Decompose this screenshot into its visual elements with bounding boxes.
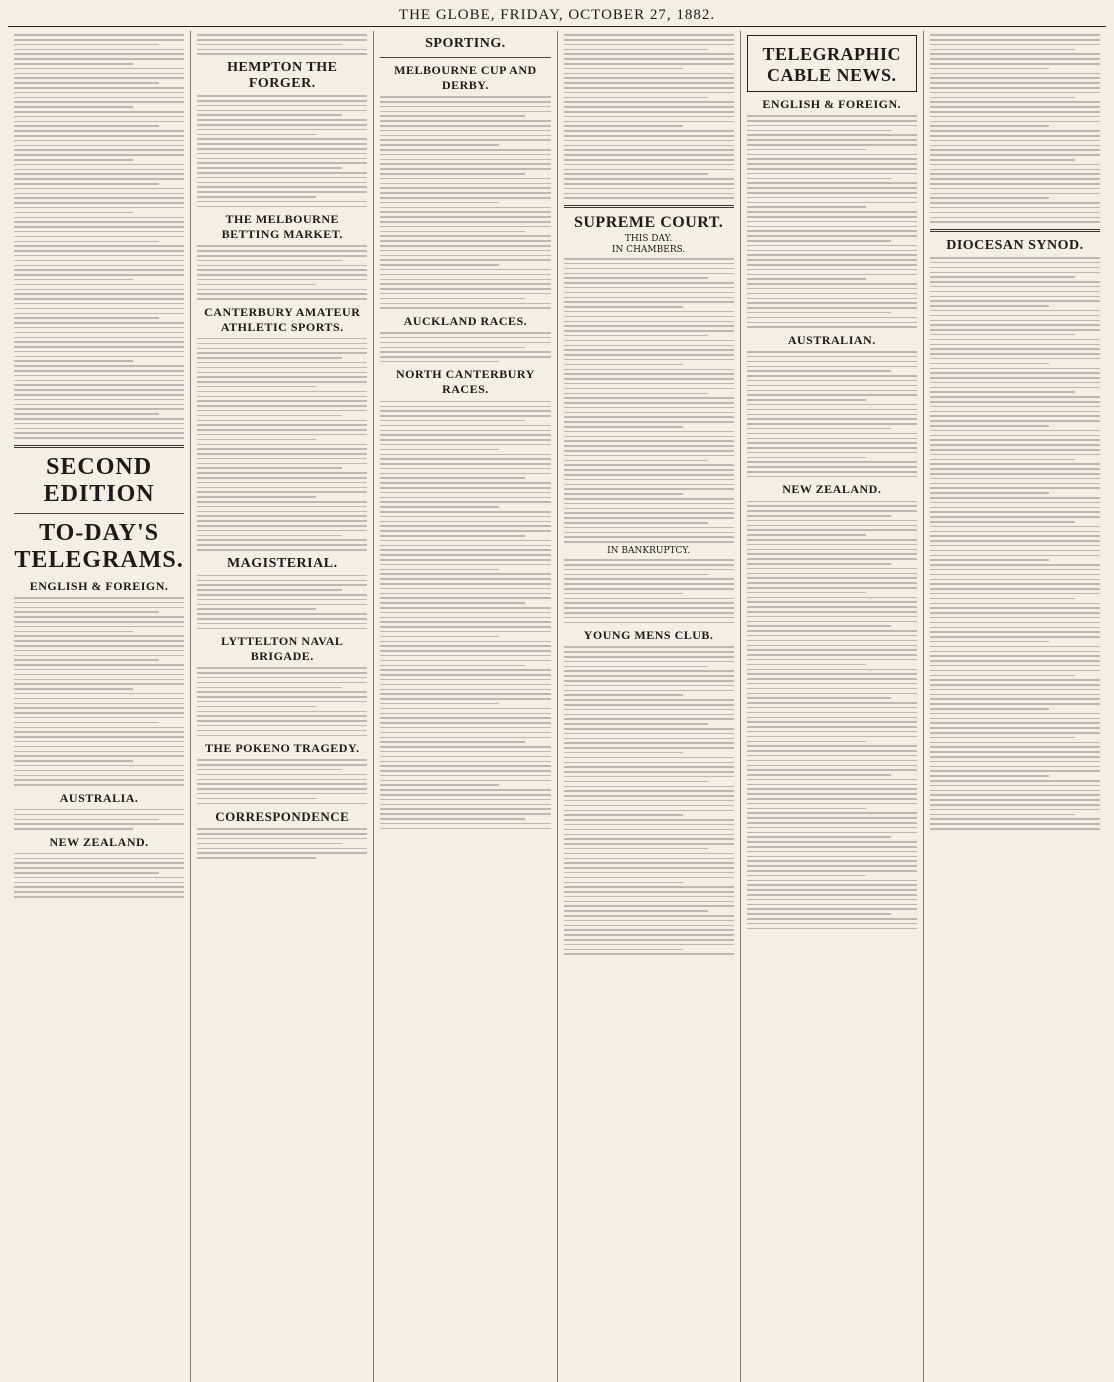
column-3: [374, 31, 557, 1382]
article-body: [380, 401, 550, 829]
article-body: [930, 257, 1100, 829]
subhead-in-bankruptcy: IN BANKRUPTCY.: [607, 546, 691, 556]
article-body: [747, 501, 917, 929]
article-body: [197, 759, 367, 804]
article-body: [930, 34, 1100, 223]
headline-australian: AUSTRALIAN.: [787, 332, 876, 347]
headline-new-zealand: NEW ZEALAND.: [782, 482, 882, 497]
article-body: [197, 828, 367, 858]
article-body: [564, 258, 734, 543]
article-body: [14, 597, 184, 786]
article-body: [197, 575, 367, 629]
subhead-in-chambers: IN CHAMBERS.: [611, 244, 686, 255]
headline-sporting: SPORTING.: [425, 36, 506, 51]
article-body: [197, 34, 367, 55]
headline-second-edition: SECOND EDITION: [43, 453, 155, 507]
article-body: [197, 338, 367, 551]
headline-supreme-court: SUPREME COURT.: [573, 213, 724, 231]
article-body: [380, 332, 550, 362]
article-body: [564, 646, 734, 955]
article-body: [747, 351, 917, 477]
column-4: [558, 31, 741, 1382]
headline-betting: THE MELBOURNE BETTING MARKET.: [221, 212, 343, 242]
article-body: [564, 34, 734, 199]
headline-diocesan-synod: DIOCESAN SYNOD.: [946, 237, 1084, 253]
headline-australia: AUSTRALIA.: [59, 790, 139, 805]
cable-news-banner: [747, 35, 917, 92]
headline-young-mens-club: YOUNG MENS CLUB.: [583, 628, 714, 643]
column-2: [191, 31, 374, 1382]
column-1: [8, 31, 191, 1382]
headline-hempton: HEMPTON THE FORGER.: [227, 59, 338, 91]
article-body: [197, 245, 367, 299]
headline-auckland-races: AUCKLAND RACES.: [403, 313, 528, 328]
article-body: [380, 96, 550, 309]
column-6: [924, 31, 1106, 1382]
columns: [8, 31, 1106, 1382]
headline-todays-telegrams: TO-DAY'S TELEGRAMS.: [14, 519, 184, 573]
headline-athletic: CANTERBURY AMATEUR ATHLETIC SPORTS.: [204, 304, 361, 334]
subhead-english-foreign: ENGLISH & FOREIGN.: [762, 97, 902, 111]
headline-naval: LYTTELTON NAVAL BRIGADE.: [221, 634, 344, 664]
article-body: [14, 853, 184, 898]
article-body: [197, 667, 367, 736]
article-body: [14, 809, 184, 830]
article-body: [14, 34, 184, 438]
column-5: [741, 31, 924, 1382]
headline-magisterial: MAGISTERIAL.: [226, 555, 338, 571]
headline-tragedy: THE POKENO TRAGEDY.: [204, 741, 360, 756]
masthead: THE GLOBE, FRIDAY, OCTOBER 27, 1882.: [8, 4, 1106, 27]
article-body: [564, 559, 734, 623]
headline-north-canterbury: NORTH CANTERBURY RACES.: [396, 367, 535, 397]
headline-melbourne-cup: MELBOURNE CUP AND DERBY.: [394, 63, 537, 92]
subhead-this-day: THIS DAY.: [624, 233, 673, 244]
article-body: [747, 115, 917, 328]
headline-new-zealand: NEW ZEALAND.: [49, 834, 149, 849]
article-body: [197, 95, 367, 207]
headline-correspondence: CORRESPONDENCE: [215, 809, 350, 825]
subhead-english-foreign: ENGLISH & FOREIGN.: [29, 578, 169, 593]
headline-cable-news: TELEGRAPHIC CABLE NEWS.: [762, 44, 902, 85]
